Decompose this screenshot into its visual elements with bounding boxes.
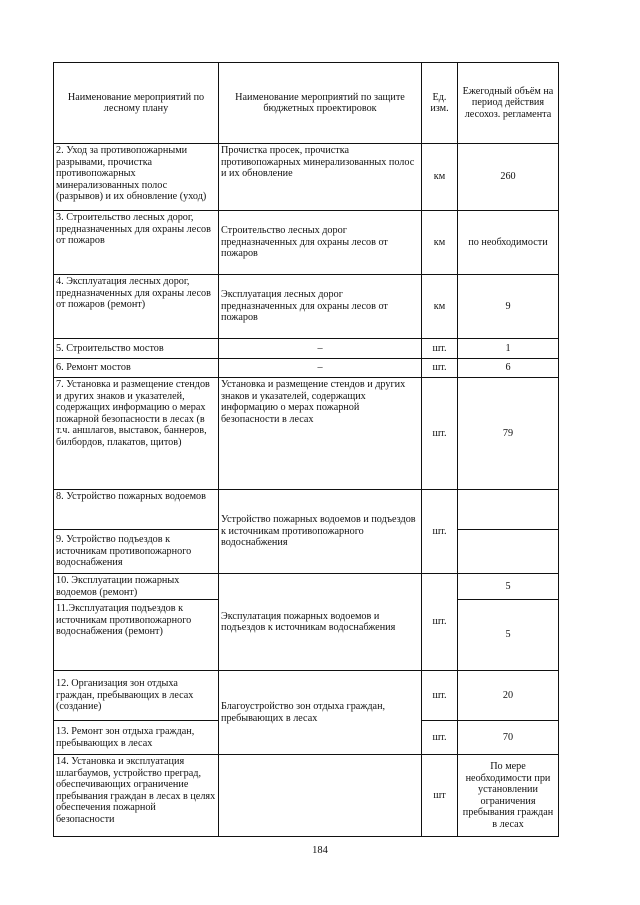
row-value: 5 (458, 600, 559, 671)
table-header-row (54, 63, 559, 144)
row-budget: Экспулатация пожарных водоемов и подъездов к источникам водоснабжения (219, 574, 422, 671)
row-unit: км (422, 211, 458, 275)
row-name: 12. Организация зон отдыха граждан, пребывающих в лесах (создание) (54, 671, 219, 721)
header-forest-plan: Наименование мероприятий по лесному плану (54, 63, 219, 144)
row-name: 4. Эксплуатация лесных дорог, предназначенных для охраны лесов от пожаров (ремонт) (54, 275, 219, 339)
row-value: 1 (458, 339, 559, 359)
row-unit: шт. (422, 378, 458, 490)
page-number: 184 (312, 845, 328, 856)
row-name: 2. Уход за противопожарными разрывами, прочистка противопожарных минерализованных полос (разрывов) и их обновление (уход) (54, 144, 219, 211)
row-unit: шт. (422, 359, 458, 378)
row-value-empty (458, 530, 559, 574)
row-name: 11.Эксплуатация подъездов к источникам противопожарного водоснабжения (ремонт) (54, 600, 219, 671)
table-row (54, 574, 559, 600)
row-budget: Прочистка просек, прочистка противопожарных минерализованных полос и их обновление (219, 144, 422, 211)
table-row (54, 211, 559, 275)
row-value: по необходимости (458, 211, 559, 275)
row-unit: шт. (422, 490, 458, 574)
row-name: 5. Строительство мостов (54, 339, 219, 359)
table-row (54, 339, 559, 359)
row-value: По мере необходимости при установлении ограничения пребывания граждан в лесах (458, 755, 559, 837)
row-unit: км (422, 144, 458, 211)
row-budget: – (219, 339, 422, 359)
row-value: 260 (458, 144, 559, 211)
row-unit: шт. (422, 671, 458, 721)
row-name: 10. Эксплуатации пожарных водоемов (ремонт) (54, 574, 219, 600)
header-unit: Ед. изм. (422, 63, 458, 144)
row-name: 8. Устройство пожарных водоемов (54, 490, 219, 530)
row-name: 9. Устройство подъездов к источникам противопожарного водоснабжения (54, 530, 219, 574)
table-row (54, 144, 559, 211)
row-budget: Устройство пожарных водоемов и подъездов к источникам противопожарного водоснабжения (219, 490, 422, 574)
table-row (54, 275, 559, 339)
table-row (54, 378, 559, 490)
row-name: 3. Строительство лесных дорог, предназначенных для охраны лесов от пожаров (54, 211, 219, 275)
forest-fire-measures-table (53, 62, 559, 837)
row-unit: шт (422, 755, 458, 837)
row-value: 79 (458, 378, 559, 490)
row-value: 9 (458, 275, 559, 339)
row-unit: шт. (422, 339, 458, 359)
row-budget (219, 755, 422, 837)
row-name: 7. Установка и размещение стендов и других знаков и указателей, содержащих информацию о мерах пожарной безопасности в лесах (в т.ч. аншлагов, выставок, баннеров, билбордов, плакатов, щитов) (54, 378, 219, 490)
row-budget: Благоустройство зон отдыха граждан, пребывающих в лесах (219, 671, 422, 755)
row-name: 13. Ремонт зон отдыха граждан, пребывающих в лесах (54, 721, 219, 755)
table-row (54, 755, 559, 837)
row-value: 5 (458, 574, 559, 600)
row-unit: шт. (422, 574, 458, 671)
row-unit: шт. (422, 721, 458, 755)
row-budget: Строительство лесных дорог предназначенных для охраны лесов от пожаров (219, 211, 422, 275)
row-value: 70 (458, 721, 559, 755)
row-budget: Установка и размещение стендов и других знаков и указателей, содержащих информацию о мерах пожарной безопасности в лесах (219, 378, 422, 490)
row-value: 20 (458, 671, 559, 721)
row-name: 14. Установка и эксплуатация шлагбаумов, устройство преград, обеспечивающих ограничение пребывания граждан в лесах в целях обеспечения пожарной безопасности (54, 755, 219, 837)
header-budget-measures: Наименование мероприятий по защите бюджетных проектировок (219, 63, 422, 144)
row-budget: Эксплуатация лесных дорог предназначенных для охраны лесов от пожаров (219, 275, 422, 339)
row-budget: – (219, 359, 422, 378)
row-value-empty (458, 490, 559, 530)
row-name: 6. Ремонт мостов (54, 359, 219, 378)
table-row (54, 359, 559, 378)
row-value: 6 (458, 359, 559, 378)
table-row (54, 490, 559, 530)
table-row (54, 671, 559, 721)
row-unit: км (422, 275, 458, 339)
header-annual-volume: Ежегодный объём на период действия лесохоз. регламента (458, 63, 559, 144)
